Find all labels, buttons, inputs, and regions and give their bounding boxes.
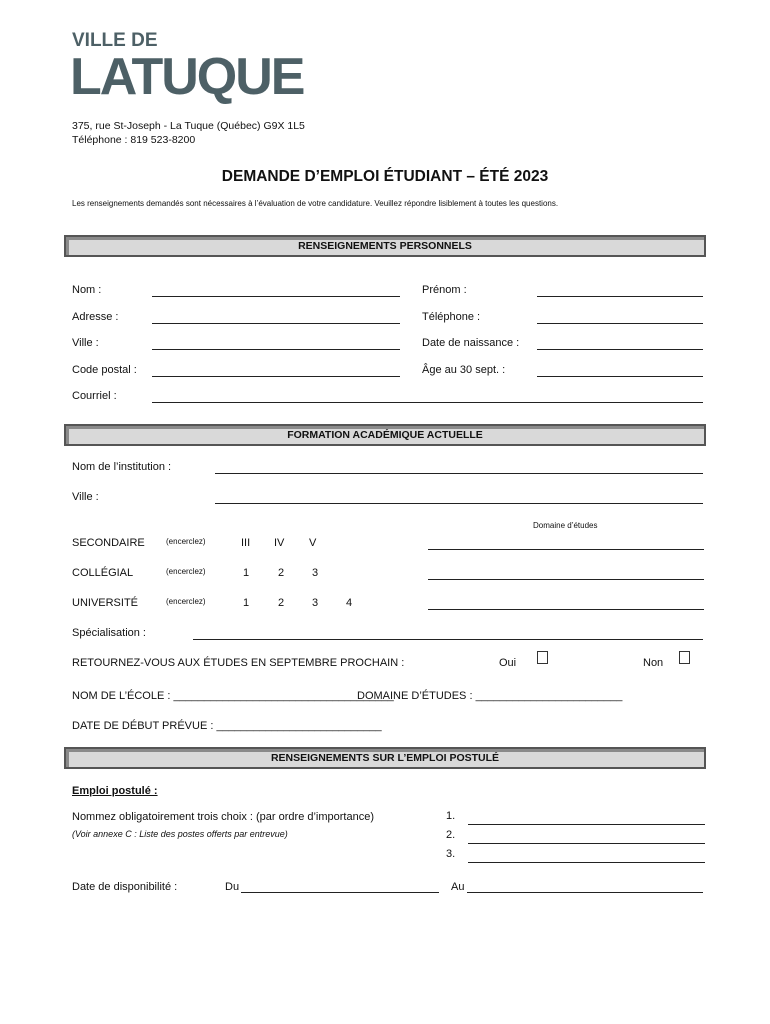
choix-label: Nommez obligatoirement trois choix : (par ordre d’importance) [72, 811, 375, 823]
intro-text: Les renseignements demandés sont nécessaires à l’évaluation de votre candidature. Veuillez répondre lisiblement à toutes les questions. [72, 199, 559, 208]
ville-field[interactable] [152, 349, 400, 350]
au-field[interactable] [467, 892, 703, 893]
choix-number-3: 3. [446, 848, 456, 860]
domaine-header: Domaine d’études [533, 521, 598, 530]
encerclez-secondaire: (encerclez) [166, 537, 206, 546]
encerclez-collegial: (encerclez) [166, 567, 206, 576]
choix-number-2: 2. [446, 829, 456, 841]
specialisation-field[interactable] [193, 639, 703, 640]
collegial-option-3[interactable]: 3 [312, 567, 319, 579]
logo-latuque: LATUQUE [70, 48, 304, 106]
telephone-field[interactable] [537, 323, 703, 324]
collegial-domaine-field[interactable] [428, 579, 704, 580]
code-postal-label: Code postal : [72, 364, 137, 376]
retour-question: RETOURNEZ-VOUS AUX ÉTUDES EN SEPTEMBRE PROCHAIN : [72, 657, 405, 669]
choix-2-field[interactable] [468, 843, 705, 844]
page-title: DEMANDE D’EMPLOI ÉTUDIANT – ÉTÉ 2023 [221, 168, 549, 185]
level-collegial: COLLÉGIAL [72, 567, 134, 579]
phone: Téléphone : 819 523-8200 [72, 134, 196, 146]
du-field[interactable] [241, 892, 439, 893]
naissance-label: Date de naissance : [422, 337, 520, 349]
secondaire-option-v[interactable]: V [309, 537, 317, 549]
encerclez-universite: (encerclez) [166, 597, 206, 606]
nom-field[interactable] [152, 296, 400, 297]
specialisation-label: Spécialisation : [72, 627, 146, 639]
section-formation-title: FORMATION ACADÉMIQUE ACTUELLE [287, 429, 483, 441]
age-label: Âge au 30 sept. : [422, 364, 506, 376]
secondaire-domaine-field[interactable] [428, 549, 704, 550]
ville-label: Ville : [72, 337, 99, 349]
non-label: Non [643, 657, 664, 669]
disponibilite-label: Date de disponibilité : [72, 881, 178, 893]
adresse-label: Adresse : [72, 311, 119, 323]
au-label: Au [451, 881, 465, 893]
collegial-option-2[interactable]: 2 [278, 567, 285, 579]
non-checkbox[interactable] [679, 651, 690, 664]
courriel-field[interactable] [152, 402, 703, 403]
prenom-label: Prénom : [422, 284, 467, 296]
formation-ville-label: Ville : [72, 491, 99, 503]
secondaire-option-iii[interactable]: III [241, 537, 251, 549]
section-formation [64, 424, 706, 446]
collegial-option-1[interactable]: 1 [243, 567, 250, 579]
institution-label: Nom de l’institution : [72, 461, 172, 473]
annexe-note: (Voir annexe C : Liste des postes offerts par entrevue) [72, 829, 288, 839]
code-postal-field[interactable] [152, 376, 400, 377]
choix-number-1: 1. [446, 810, 456, 822]
level-secondaire: SECONDAIRE [72, 537, 145, 549]
telephone-label: Téléphone : [422, 311, 481, 323]
choix-1-field[interactable] [468, 824, 705, 825]
date-debut[interactable]: DATE DE DÉBUT PRÉVUE : ___________________________ [72, 720, 382, 732]
formation-ville-field[interactable] [215, 503, 703, 504]
level-universite: UNIVERSITÉ [72, 597, 139, 609]
universite-option-1[interactable]: 1 [243, 597, 250, 609]
universite-option-2[interactable]: 2 [278, 597, 285, 609]
nom-ecole[interactable]: NOM DE L’ÉCOLE : ____________________________________ [72, 690, 394, 702]
courriel-label: Courriel : [72, 390, 117, 402]
du-label: Du [225, 881, 240, 893]
address: 375, rue St-Joseph - La Tuque (Québec) G9X 1L5 [72, 120, 305, 132]
oui-label: Oui [499, 657, 517, 669]
adresse-field[interactable] [152, 323, 400, 324]
prenom-field[interactable] [537, 296, 703, 297]
age-field[interactable] [537, 376, 703, 377]
naissance-field[interactable] [537, 349, 703, 350]
secondaire-option-iv[interactable]: IV [274, 537, 285, 549]
choix-3-field[interactable] [468, 862, 705, 863]
oui-checkbox[interactable] [537, 651, 548, 664]
emploi-postule-label: Emploi postulé : [72, 785, 158, 797]
universite-option-4[interactable]: 4 [346, 597, 353, 609]
universite-domaine-field[interactable] [428, 609, 704, 610]
section-emploi-title: RENSEIGNEMENTS SUR L’EMPLOI POSTULÉ [270, 752, 500, 764]
domaine-etudes[interactable]: DOMAINE D’ÉTUDES : ________________________ [357, 690, 623, 702]
universite-option-3[interactable]: 3 [312, 597, 319, 609]
section-personal-title: RENSEIGNEMENTS PERSONNELS [298, 240, 472, 252]
logo-ville-de: VILLE DE [72, 30, 158, 51]
institution-field[interactable] [215, 473, 703, 474]
section-personal [64, 235, 706, 257]
nom-label: Nom : [72, 284, 102, 296]
section-emploi [64, 747, 706, 769]
